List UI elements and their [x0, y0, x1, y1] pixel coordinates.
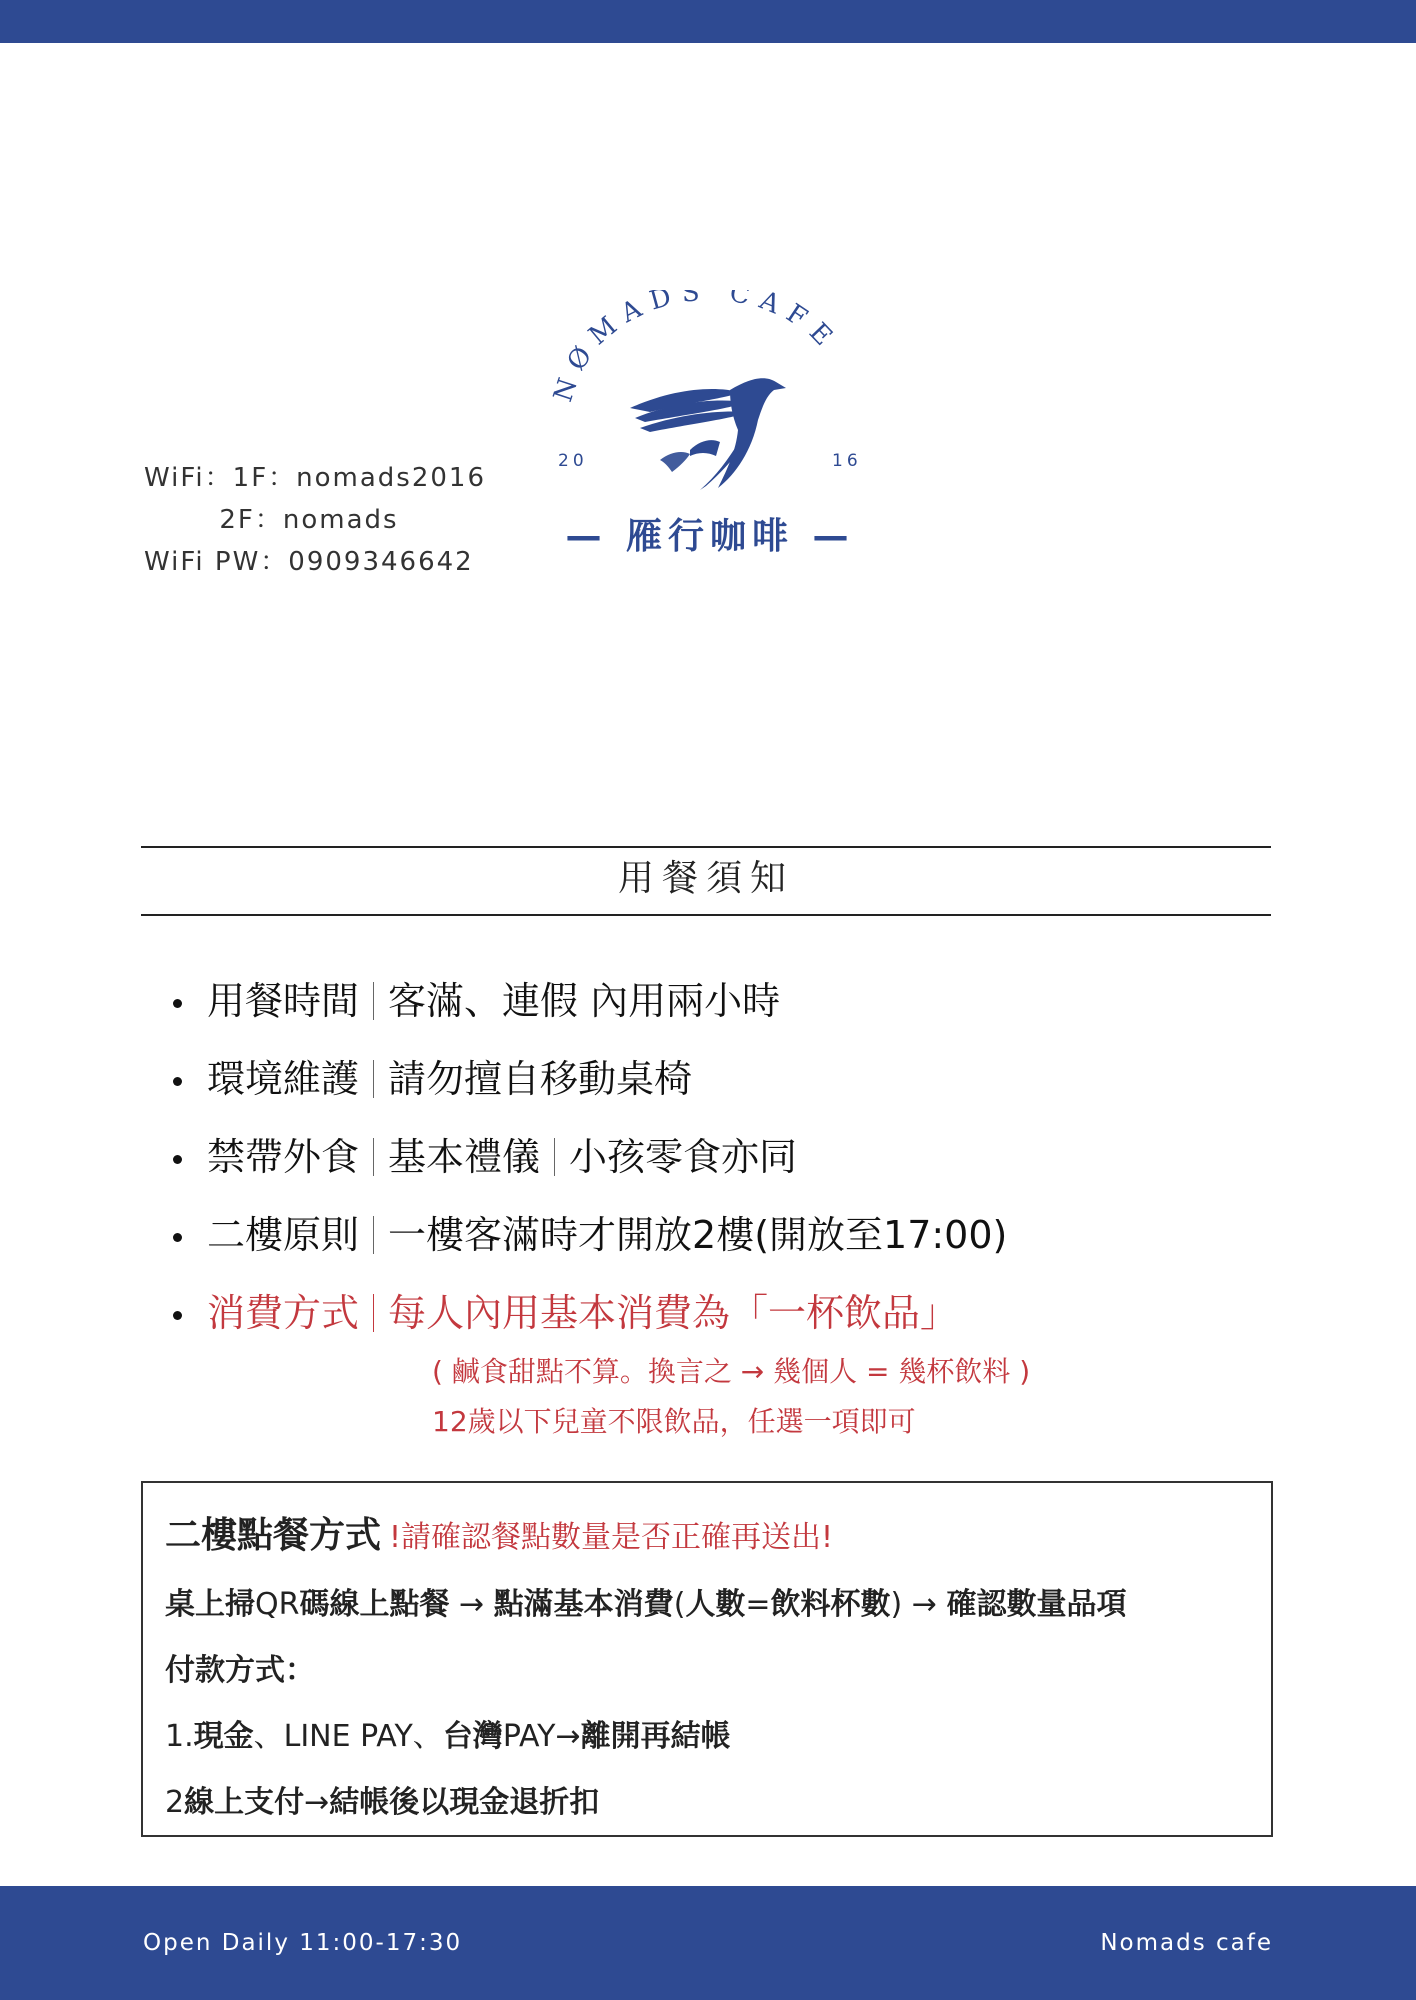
svg-text:NØMADS CAFE — [548, 290, 844, 406]
wifi-info — [144, 457, 487, 583]
notice-title: 用餐須知 — [617, 858, 794, 899]
chinese-name: — 雁行咖啡 — — [565, 516, 855, 557]
rule-minimum-spend: 消費方式 每人內用基本消費為「一杯飲品」 — [165, 1274, 1265, 1352]
rules-list — [165, 962, 1265, 1352]
payment-option-2: 2線上支付→結帳後以現金退折扣 — [165, 1785, 600, 1820]
rule-no-outside-food: 禁帶外食 基本禮儀 小孩零食亦同 — [165, 1118, 1265, 1196]
top-banner — [0, 0, 1416, 43]
rule-second-floor: 二樓原則 一樓客滿時才開放2樓(開放至17:00) — [165, 1196, 1265, 1274]
divider — [373, 1216, 374, 1254]
second-floor-order-box — [141, 1481, 1273, 1837]
rule-dining-time: 用餐時間 客滿、連假 內用兩小時 — [165, 962, 1265, 1040]
wifi-password: WiFi PW：0909346642 — [144, 547, 474, 577]
opening-hours: Open Daily 11:00-17:30 — [143, 1930, 463, 1956]
year-left: 20 — [558, 451, 588, 471]
payment-title: 付款方式： — [165, 1653, 315, 1688]
divider — [373, 982, 374, 1020]
sub-note-drinks: ( 鹹食甜點不算。換言之 → 幾個人 = 幾杯飲料 ) — [432, 1355, 1031, 1388]
footer-brand: Nomads cafe — [1100, 1930, 1273, 1956]
arc-text: NØMADS CAFE — [548, 290, 845, 406]
rule-environment: 環境維護 請勿擅自移動桌椅 — [165, 1040, 1265, 1118]
divider — [554, 1138, 555, 1176]
year-right: 16 — [832, 451, 862, 471]
divider — [373, 1294, 374, 1332]
divider — [373, 1060, 374, 1098]
payment-option-1: 1.現金、LINE PAY、台灣PAY→離開再結帳 — [165, 1719, 731, 1754]
order-box-title: 二樓點餐方式 !請確認餐點數量是否正確再送出! — [165, 1515, 834, 1556]
sub-note-children: 12歲以下兒童不限飲品，任選一項即可 — [432, 1405, 916, 1438]
swallow-bird-icon — [630, 378, 786, 490]
footer-banner — [0, 1886, 1416, 2000]
wifi-2f: 2F：nomads — [219, 505, 399, 535]
order-steps: 桌上掃QR碼線上點餐 → 點滿基本消費(人數=飲料杯數) → 確認數量品項 — [165, 1587, 1127, 1622]
divider — [373, 1138, 374, 1176]
wifi-1f: WiFi：1F：nomads2016 — [144, 463, 487, 493]
order-warning: !請確認餐點數量是否正確再送出! — [389, 1520, 834, 1555]
notice-heading-block — [141, 846, 1271, 916]
nomads-cafe-logo — [540, 290, 880, 570]
